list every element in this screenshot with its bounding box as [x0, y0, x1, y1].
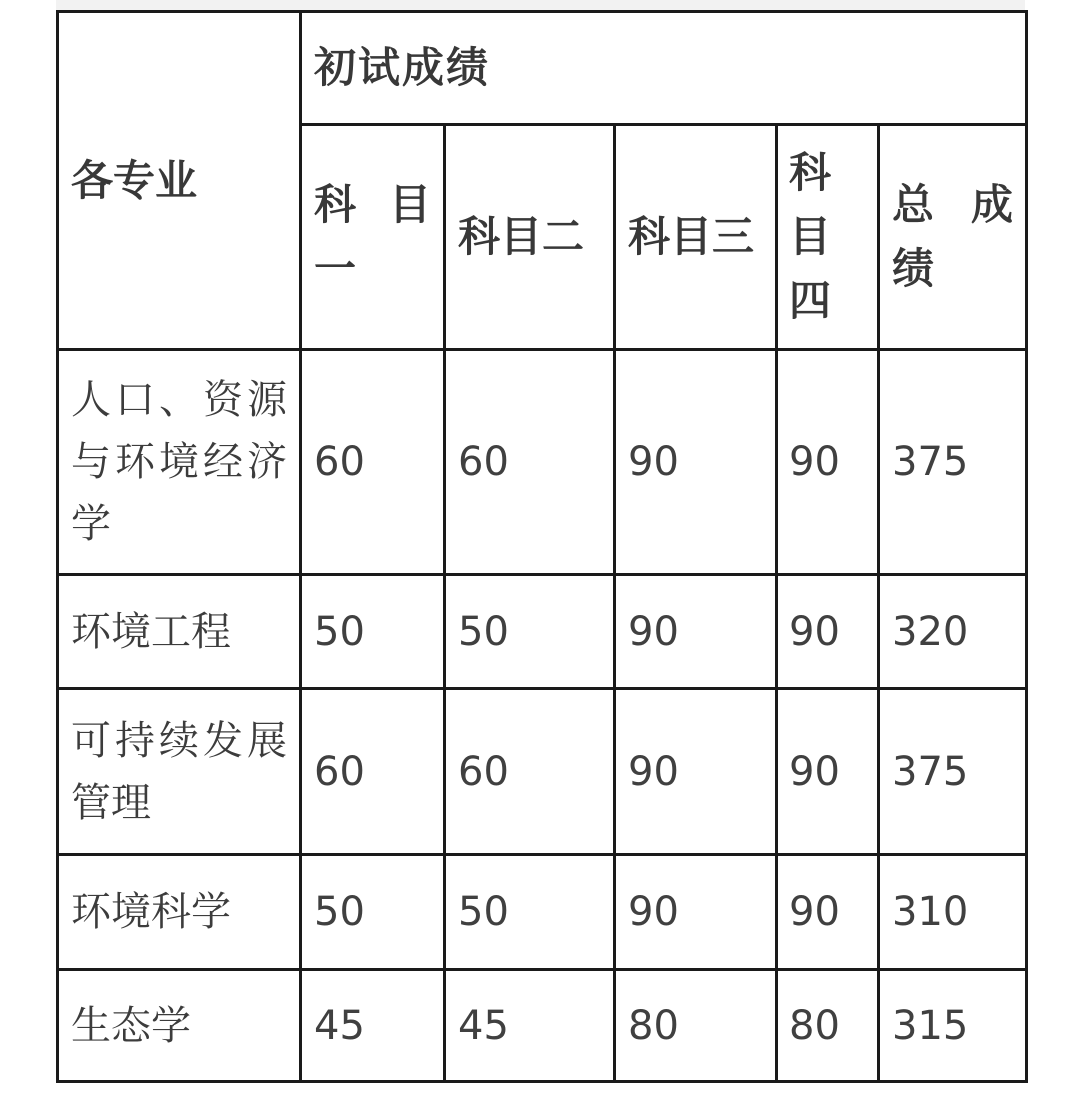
score-cell: 60	[445, 350, 615, 575]
total-score-header: 总成绩	[879, 125, 1027, 350]
total-score-cell: 320	[879, 575, 1027, 689]
score-cell: 90	[615, 855, 777, 970]
subject-header-1: 科目一	[301, 125, 445, 350]
subject-header-4: 科目四	[777, 125, 879, 350]
total-score-cell: 375	[879, 689, 1027, 855]
score-cell: 90	[615, 689, 777, 855]
total-score-cell: 310	[879, 855, 1027, 970]
total-score-cell: 375	[879, 350, 1027, 575]
major-cell: 环境工程	[58, 575, 301, 689]
score-cell: 60	[445, 689, 615, 855]
table-row	[58, 350, 1027, 575]
header-row-group	[58, 12, 1027, 125]
group-header-cell: 初试成绩	[301, 12, 1027, 125]
score-cell: 50	[301, 855, 445, 970]
score-cell: 45	[445, 970, 615, 1082]
score-cell: 80	[777, 970, 879, 1082]
score-cell: 90	[615, 575, 777, 689]
score-cell: 90	[777, 350, 879, 575]
major-cell: 人口、资源与环境经济学	[58, 350, 301, 575]
total-score-cell: 315	[879, 970, 1027, 1082]
score-cell: 80	[615, 970, 777, 1082]
table-row	[58, 970, 1027, 1082]
table-row	[58, 855, 1027, 970]
score-cell: 50	[445, 855, 615, 970]
top-strip	[56, 0, 1025, 10]
score-cell: 60	[301, 689, 445, 855]
score-cell: 45	[301, 970, 445, 1082]
table-row	[58, 575, 1027, 689]
major-cell: 环境科学	[58, 855, 301, 970]
score-table	[56, 10, 1028, 1083]
score-cell: 90	[777, 689, 879, 855]
major-cell: 生态学	[58, 970, 301, 1082]
score-cell: 60	[301, 350, 445, 575]
subject-header-2: 科目二	[445, 125, 615, 350]
corner-header-cell: 各专业	[58, 12, 301, 350]
table-row	[58, 689, 1027, 855]
subject-header-3: 科目三	[615, 125, 777, 350]
score-cell: 90	[777, 575, 879, 689]
score-cell: 50	[301, 575, 445, 689]
score-cell: 90	[615, 350, 777, 575]
major-cell: 可持续发展管理	[58, 689, 301, 855]
score-cell: 90	[777, 855, 879, 970]
score-cell: 50	[445, 575, 615, 689]
